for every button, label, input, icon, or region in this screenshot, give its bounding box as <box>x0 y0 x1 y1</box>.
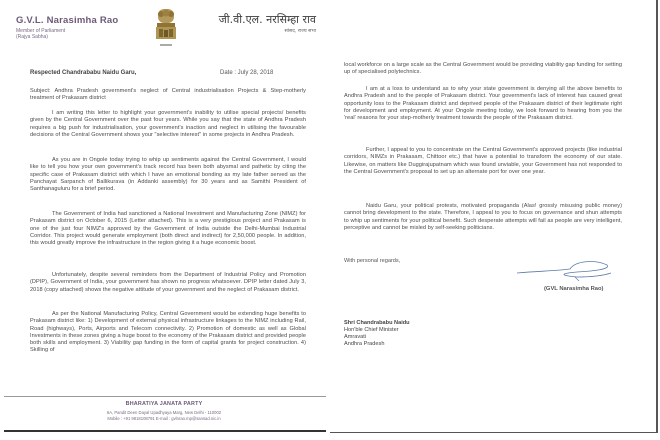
closing: With personal regards, <box>344 258 401 264</box>
footer-contact: Mobile : +91 9818108791 E-mail : gvlnrao.mp@sansad.nic.in <box>107 416 221 421</box>
paragraph-4: Unfortunately, despite several reminders from the Department of Industrial Policy and Promotion (DPIP), Government of India, your government has shown no progress whatsoever. DPIP letter dated July 3, 2018 (copy attached) shows the negative attitude of your government and the neglect of Prakasam district. <box>30 272 306 293</box>
salutation: Respected Chandrababu Naidu Garu, <box>30 70 137 76</box>
letterhead-hindi-title: सांसद, राज्य सभा <box>284 29 316 34</box>
letterhead-name: G.V.L. Narasimha Rao <box>16 15 119 26</box>
page2-paragraph-1: local workforce on a large scale as the Central Government would be providing viability gap funding for setting up of specialised polytechnics. <box>344 62 622 76</box>
page2-paragraph-2: I am at a loss to understand as to why your state government is denying all the above benefits to Andhra Pradesh and to the people of Prakasam district. Your government's lack of interest has caused great opportunity loss to the Prakasam district and deprived people of the Prakasam district of their legitimate right for development and employment. At your Ongole meeting today, we look forward to hearing from you the 'real' reasons for your step-motherly treatment towards the people of the Prakasam district. <box>344 86 622 122</box>
addressee-state: Andhra Pradesh <box>344 341 385 347</box>
paragraph-3: The Government of India had sanctioned a National Investment and Manufacturing Zone (NIMZ) for Prakasam district on October 6, 2015 (Letter attached). This is a very prestigious project and Prakasam is one of the just four NIMZ's approved by the Government of India outside the Delhi-Mumbai Industrial Corridor. This project would generate employment (both direct and indirect) for 2,50,000 people. In addition, this would greatly improve the infrastructure in the region giving it a huge economic boost. <box>30 211 306 247</box>
paragraph-1: I am writing this letter to highlight your government's inability to utilise special projects/ benefits given by the Central Government over the past four years. While you say that the state of Andhra Pradesh requires a big push for industrialisation, your government's inaction and neglect in utilising the favourable decisions of the Central Government shows your "selective interest" in some projects in Andhra Pradesh. <box>30 110 306 138</box>
footer-party-name: BHARATIYA JANATA PARTY <box>125 401 203 407</box>
footer-bottom-rule <box>4 430 326 432</box>
letterhead-house: (Rajya Sabha) <box>16 34 48 40</box>
letterhead-title: Member of Parliament <box>16 28 66 34</box>
paragraph-5: As per the National Manufacturing Policy, Central Government would be extending huge benefits to Prakasam district like: 1) Development of external physical infrastructure linkages to the NIMZ including Rail, Road (highways), Ports, Airports and Telecom connectivity. 2) Promotion of domestic as well as Global Investments in these zones giving a huge boost to the economy of the Prakasam district and provided people both skills and employment. 3) Viability gap funding in the form of capital grants for project construction. 4) Skilling of <box>30 311 306 354</box>
letter-date: Date : July 28, 2018 <box>220 70 274 76</box>
letter-subject: Subject: Andhra Pradesh government's neglect of Central industrialisation Projects & Step-motherly treatment of Prakasam district <box>30 88 306 102</box>
addressee-city: Amravati <box>344 334 367 340</box>
footer-divider <box>4 396 326 397</box>
footer-address: 6A, Pandit Deen Dayal Upadhyaya Marg, New Delhi - 110002 <box>106 410 222 415</box>
letterhead-hindi-name: जी.वी.एल. नरसिम्हा राव <box>218 13 316 26</box>
addressee-name: Shri Chandrababu Naidu <box>344 320 410 326</box>
page2-paragraph-3: Further, I appeal to you to concentrate on the Central Government's approved projects (like industrial corridors, NIMZs in Prakasam, Chittoor etc.) that have a potential to transform the economy of our state. Likewise, on matters like Duggirajupatnam which was found unviable, your Government has not responded to the Central Government's proposal to set up an alternate port for over one year. <box>344 147 622 175</box>
letter-page-1 <box>0 0 328 440</box>
signature-image <box>515 255 615 285</box>
paragraph-2: As you are in Ongole today trying to whip up sentiments against the Central Government, I would like to tell you how your own government's track record has been both abysmal and pathetic by citing the specific case of Prakasam district with which I have an emotional bonding as my late father served as the Panchayat Sarpanch of Ballikurava (in Addanki assembly) for 30 years and as Samithi President of Santhanaguluru for a brief period. <box>30 157 306 193</box>
national-emblem-icon <box>152 7 180 53</box>
letter-page-2 <box>330 0 658 433</box>
addressee-title: Hon'ble Chief Minister <box>344 327 399 333</box>
page2-paragraph-4: Naidu Garu, your political protests, motivated propaganda (Alas! grossly misusing public money) cannot bring development to the state. Therefore, I appeal to you to focus on governance and shun attempts to whip up sentiments for your political benefit. Such desperate attempts will fail as people are very intelligent, perceptive and cannot be misled by self-seeking politicians. <box>344 203 622 231</box>
signatory-name: (GVL Narasimha Rao) <box>544 286 604 292</box>
